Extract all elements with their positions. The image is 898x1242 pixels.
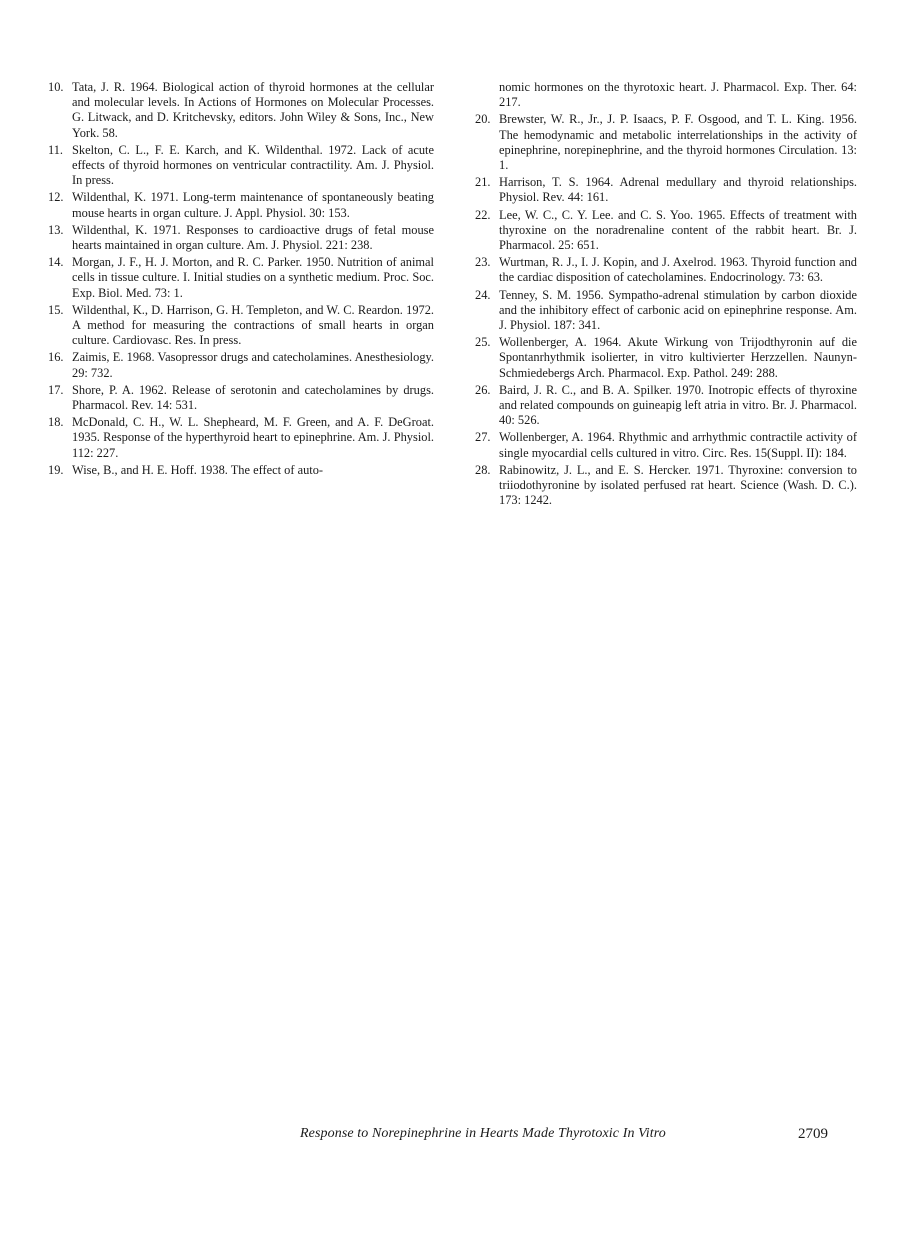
- reference-item: [48, 415, 434, 461]
- reference-text: Wurtman, R. J., I. J. Kopin, and J. Axelrod. 1963. Thyroid function and the cardiac disposition of catecholamines. Endocrinology. 73: 63.: [499, 255, 857, 285]
- reference-number: 22.: [475, 207, 491, 222]
- reference-item: [475, 208, 857, 254]
- reference-number: 26.: [475, 382, 491, 397]
- reference-text: Zaimis, E. 1968. Vasopressor drugs and catecholamines. Anesthesiology. 29: 732.: [72, 350, 434, 380]
- reference-number: 13.: [48, 222, 64, 237]
- reference-item: [48, 190, 434, 220]
- reference-item: [48, 350, 434, 380]
- reference-item: [475, 288, 857, 334]
- reference-number: 28.: [475, 462, 491, 477]
- reference-text: Tenney, S. M. 1956. Sympatho-adrenal stimulation by carbon dioxide and the inhibitory effect of carbonic acid on epinephrine response. Am. J. Physiol. 187: 341.: [499, 287, 857, 333]
- reference-item: [475, 175, 857, 205]
- reference-item: [48, 80, 434, 141]
- reference-text: McDonald, C. H., W. L. Shepheard, M. F. Green, and A. F. DeGroat. 1935. Response of the hyperthyroid heart to epinephrine. Am. J. Physiol. 112: 227.: [72, 415, 434, 460]
- reference-item: [475, 255, 857, 285]
- reference-text: Morgan, J. F., H. J. Morton, and R. C. Parker. 1950. Nutrition of animal cells in tissue culture. I. Initial studies on a synthetic medium. Proc. Soc. Exp. Biol. Med. 73: 1.: [72, 255, 434, 300]
- reference-number: 23.: [475, 255, 491, 270]
- reference-text: Shore, P. A. 1962. Release of serotonin and catecholamines by drugs. Pharmacol. Rev. 14: 531.: [72, 382, 434, 413]
- reference-number: 12.: [48, 190, 64, 205]
- reference-text: Rabinowitz, J. L., and E. S. Hercker. 1971. Thyroxine: conversion to triiodothyronine by isolated perfused rat heart. Science (Wash. D. C.). 173: 1242.: [499, 462, 857, 508]
- reference-text: Wollenberger, A. 1964. Rhythmic and arrhythmic contractile activity of single myocardial cells cultured in vitro. Circ. Res. 15(Suppl. II): 184.: [499, 430, 857, 460]
- reference-item: [475, 463, 857, 509]
- reference-number: 16.: [48, 350, 64, 365]
- reference-item: [475, 430, 857, 460]
- reference-item: [48, 255, 434, 301]
- reference-number: 17.: [48, 382, 64, 397]
- reference-number: 21.: [475, 175, 491, 190]
- reference-text: nomic hormones on the thyrotoxic heart. J. Pharmacol. Exp. Ther. 64: 217.: [499, 80, 857, 110]
- reference-text: Wildenthal, K., D. Harrison, G. H. Templeton, and W. C. Reardon. 1972. A method for measuring the contractions of small hearts in organ culture. Cardiovasc. Res. In press.: [72, 302, 434, 348]
- reference-text: Wildenthal, K. 1971. Long-term maintenance of spontaneously beating mouse hearts in organ culture. J. Appl. Physiol. 30: 153.: [72, 190, 434, 220]
- reference-text: Tata, J. R. 1964. Biological action of thyroid hormones at the cellular and molecular levels. In Actions of Hormones on Molecular Processes. G. Litwack, and D. Kritchevsky, editors. John Wiley & Sons, Inc., New York. 58.: [72, 80, 434, 140]
- reference-item: [475, 335, 857, 381]
- running-title: Response to Norepinephrine in Hearts Made Thyrotoxic In Vitro: [300, 1126, 666, 1141]
- reference-text: Wollenberger, A. 1964. Akute Wirkung von Trijodthyronin auf die Spontanrhythmik isolierter, in vitro kultivierter Herzzellen. Naunyn-Schmiedebergs Arch. Pharmacol. Exp. Pathol. 249: 288.: [499, 335, 857, 380]
- reference-text: Wildenthal, K. 1971. Responses to cardioactive drugs of fetal mouse hearts maintained in organ culture. Am. J. Physiol. 221: 238.: [72, 222, 434, 253]
- reference-number: 15.: [48, 302, 64, 317]
- reference-text: Wise, B., and H. E. Hoff. 1938. The effect of auto-: [72, 462, 324, 477]
- reference-text: Lee, W. C., C. Y. Lee. and C. S. Yoo. 1965. Effects of treatment with thyroxine on the noradrenaline content of the rabbit heart. Br. J. Pharmacol. 25: 651.: [499, 207, 857, 253]
- reference-number: 14.: [48, 255, 64, 270]
- reference-item: [48, 143, 434, 189]
- reference-item: [48, 383, 434, 413]
- reference-number: 24.: [475, 287, 491, 302]
- reference-item: [48, 223, 434, 253]
- reference-number: 11.: [48, 142, 64, 157]
- reference-number: 25.: [475, 335, 491, 350]
- reference-text: Harrison, T. S. 1964. Adrenal medullary and thyroid relationships. Physiol. Rev. 44: 161.: [499, 175, 857, 205]
- reference-item: [48, 303, 434, 349]
- reference-continuation: [475, 80, 857, 110]
- reference-list-right: [475, 80, 857, 510]
- reference-text: Skelton, C. L., F. E. Karch, and K. Wildenthal. 1972. Lack of acute effects of thyroid hormones on ventricular contractility. Am. J. Physiol. In press.: [72, 142, 434, 188]
- reference-item: [475, 383, 857, 429]
- reference-list-left: [48, 80, 434, 480]
- reference-number: 27.: [475, 430, 491, 445]
- page-number: 2709: [798, 1126, 828, 1142]
- reference-number: 18.: [48, 415, 64, 430]
- reference-number: 19.: [48, 462, 64, 477]
- reference-text: Brewster, W. R., Jr., J. P. Isaacs, P. F. Osgood, and T. L. King. 1956. The hemodynamic and metabolic interrelationships in the activity of epinephrine, norepinephrine, and the thyroid hormones Circulation. 13: 1.: [499, 112, 857, 173]
- reference-number: 10.: [48, 80, 64, 94]
- reference-item: [475, 112, 857, 173]
- reference-number: 20.: [475, 112, 491, 127]
- reference-text: Baird, J. R. C., and B. A. Spilker. 1970. Inotropic effects of thyroxine and related compounds on guineapig left atria in vitro. Br. J. Pharmacol. 40: 526.: [499, 382, 857, 428]
- reference-item: [48, 463, 434, 478]
